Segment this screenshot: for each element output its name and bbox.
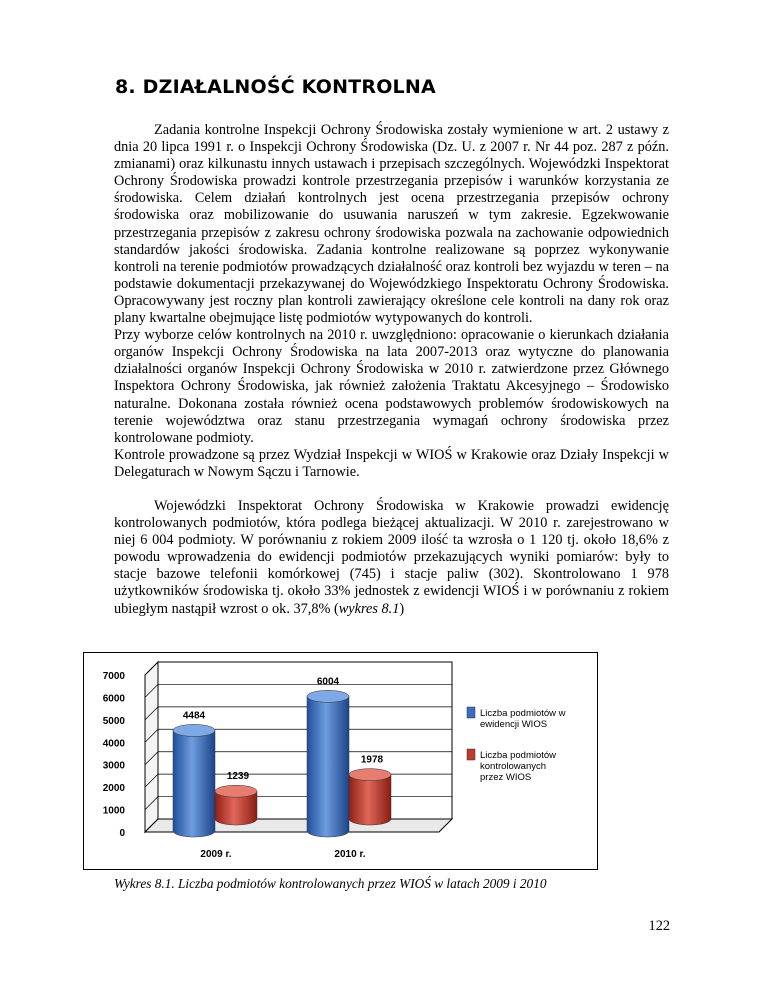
paragraph-3: Kontrole prowadzone są przez Wydział Inspekcji w WIOŚ w Krakowie oraz Działy Inspekcji w Delegaturach w Nowym Sączu i Tarnowie.: [114, 446, 669, 480]
legend-label: ewidencji WIOS: [480, 719, 548, 730]
data-label: 4484: [182, 710, 206, 722]
legend-label: przez WIOS: [480, 772, 532, 783]
paragraph-4: [114, 498, 669, 618]
y-tick-label: 1000: [102, 805, 125, 817]
data-label: 1978: [360, 754, 384, 766]
bar-top: [349, 769, 391, 781]
paragraph-1: Zadania kontrolne Inspekcji Ochrony Środowiska zostały wymienione w art. 2 ustawy z dnia 20 lipca 1991 r. o Inspekcji Ochrony Środowiska (Dz. U. z 2007 r. Nr 44 poz. 287 z późn. zmianami) oraz kilkunastu innych ustawach i przepisach szczególnych. Wojewódzki Inspektorat Ochrony Środowiska prowadzi kontrole przestrzegania przepisów i warunków korzystania ze środowiska. Celem działań kontrolnych jest ocena przestrzegania przepisów ochrony środowiska oraz mobilizowanie do usuwania naruszeń w tym zakresie. Egzekwowanie przestrzegania przepisów z zakresu ochrony środowiska pozwala na zachowanie odpowiednich standardów jakości środowiska. Zadania kontrolne realizowane są poprzez wykonywanie kontroli na terenie podmiotów prowadzących działalność oraz kontroli bez wyjazdu w teren – na podstawie dokumentacji przekazywanej do Wojewódzkiego Inspektoratu Ochrony Środowiska. Opracowywany jest roczny plan kontroli zawierający określone cele kontroli na dany rok oraz plany kwartalne obejmujące listę podmiotów wytypowanych do kontroli.: [114, 122, 669, 327]
chart-container: [83, 652, 598, 870]
chart-side-wall: [145, 662, 158, 832]
body-text: [114, 122, 669, 618]
paragraph-4-end: ): [399, 600, 405, 617]
legend-swatch: [467, 749, 475, 760]
bar-top: [173, 724, 215, 736]
bar-top: [215, 785, 257, 797]
legend-label: kontrolowanych: [480, 761, 547, 772]
bar: [349, 775, 391, 825]
section-heading: 8. DZIAŁALNOŚĆ KONTROLNA: [115, 76, 436, 98]
data-label: 1239: [226, 771, 250, 783]
y-tick-label: 5000: [102, 715, 125, 727]
x-tick-label: 2010 r.: [334, 849, 366, 860]
y-tick-label: 3000: [102, 760, 125, 772]
bar-top: [307, 690, 349, 702]
chart-reference: wykres 8.1: [338, 600, 400, 617]
bar: [173, 730, 215, 837]
y-tick-label: 6000: [102, 693, 125, 705]
legend-label: Liczba podmiotów: [480, 750, 557, 761]
bar-chart: [83, 652, 598, 870]
page-number: 122: [648, 918, 670, 934]
y-tick-label: 2000: [102, 783, 125, 795]
y-tick-label: 7000: [102, 671, 125, 682]
x-tick-label: 2009 r.: [200, 849, 232, 860]
paragraph-2: Przy wyborze celów kontrolnych na 2010 r. uwzględniono: opracowanie o kierunkach działania organów Inspekcji Ochrony Środowiska na lata 2007-2013 oraz wytyczne do planowania działalności organów Inspekcji Ochrony Środowiska w 2010 r. zatwierdzone przez Głównego Inspektora Ochrony Środowiska, jak również założenia Traktatu Akcesyjnego – Środowisko naturalne. Dokonana została również ocena podstawowych problemów środowiskowych na terenie województwa oraz stanu przestrzegania wymagań ochrony środowiska przez kontrolowane podmioty.: [114, 327, 669, 446]
legend-swatch: [467, 707, 475, 718]
y-tick-label: 0: [119, 828, 125, 839]
paragraph-4-text: Wojewódzki Inspektorat Ochrony Środowiska w Krakowie prowadzi ewidencję kontrolowanych podmiotów, która podlega bieżącej aktualizacji. W 2010 r. zarejestrowano w niej 6 004 podmioty. W porównaniu z rokiem 2009 ilość ta wzrosła o 1 120 tj. około 18,6% z powodu wprowadzenia do ewidencji podmiotów przekazujących wyniki pomiarów: były to stacje bazowe telefonii komórkowej (745) i stacje paliw (302). Skontrolowano 1 978 użytkowników środowiska tj. około 33% jednostek z ewidencji WIOŚ i w porównaniu z rokiem ubiegłym nastąpił wzrost o ok. 37,8% (: [114, 497, 669, 617]
y-tick-label: 4000: [102, 738, 125, 750]
bar: [307, 696, 349, 837]
data-label: 6004: [316, 676, 340, 688]
chart-caption: Wykres 8.1. Liczba podmiotów kontrolowanych przez WIOŚ w latach 2009 i 2010: [114, 876, 547, 891]
legend-label: Liczba podmiotów w: [480, 708, 566, 719]
